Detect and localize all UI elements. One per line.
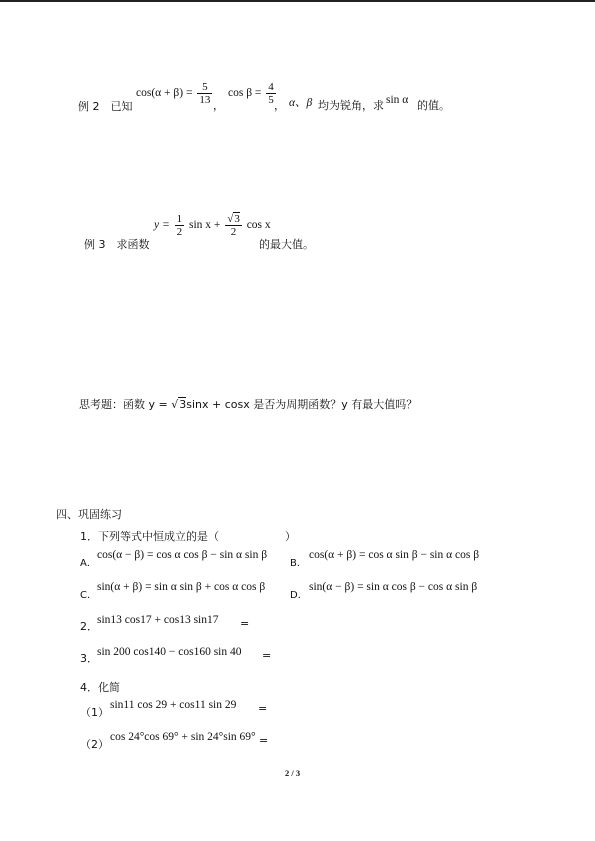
formula2-lhs: cos β = — [228, 87, 262, 100]
radicand: 3 — [234, 213, 240, 225]
formula1-fraction — [197, 81, 212, 106]
q1-option-a-label: A． — [80, 558, 97, 569]
section-title: 四、巩固练习 — [56, 508, 122, 521]
thinking-rest: sinx + cosx 是否为周期函数？y 有最大值吗？ — [186, 398, 418, 411]
q4-part1-formula: sin11 cos 29 + cos11 sin 29 — [110, 699, 237, 711]
q4-part2-label: （2） — [80, 738, 109, 751]
formula1-lhs: cos(α + β) = — [136, 87, 193, 100]
half-denominator: 2 — [176, 226, 183, 238]
radicand: 3 — [179, 398, 187, 411]
q1-option-c-formula: sin(α + β) = sin α sin β + cos α cos β — [97, 581, 266, 593]
q4-part1-label: （1） — [80, 706, 109, 719]
q4-part2-equals: = — [259, 734, 269, 747]
example2-suffix: 的值。 — [417, 99, 450, 112]
q2-formula: sin13 cos17 + cos13 sin17 — [97, 614, 219, 626]
q1-option-d-label: D． — [290, 590, 308, 601]
q1-option-d-formula: sin(α − β) = sin α cos β − cos α sin β — [309, 581, 478, 593]
q1-option-b-formula: cos(α + β) = cos α sin β − sin α cos β — [309, 549, 480, 561]
thinking-question — [79, 396, 417, 412]
root3-fraction — [225, 213, 242, 238]
formula2-denominator: 5 — [268, 94, 274, 106]
half-fraction — [175, 213, 185, 238]
q2-label: 2． — [80, 620, 98, 633]
q3-formula: sin 200 cos140 − cos160 sin 40 — [97, 646, 242, 658]
sqrt-sign: √3 — [227, 213, 240, 225]
sqrt-sign: √3 — [171, 398, 187, 411]
example2-formula1 — [136, 81, 214, 106]
comma-1: ， — [213, 99, 224, 112]
half-numerator: 1 — [176, 213, 183, 225]
example3-suffix: 的最大值。 — [259, 238, 314, 251]
q3-equals: = — [262, 649, 272, 662]
y-eq: y = — [154, 219, 170, 232]
example2-target: sin α — [386, 94, 409, 106]
example2-mid: 均为锐角，求 — [318, 99, 384, 112]
root3-denominator: 2 — [230, 226, 237, 238]
q4-label: 4．化简 — [80, 681, 120, 694]
thinking-prefix: 思考题：函数 y = — [79, 398, 172, 411]
sinx-term: sin x + — [189, 219, 221, 232]
example2-prefix: 例 2 已知 — [78, 100, 133, 113]
page-number: 2 / 3 — [285, 768, 301, 778]
example3-prefix: 例 3 求函数 — [84, 238, 150, 251]
comma-2: ， — [274, 99, 285, 112]
example2-formula2 — [228, 81, 278, 106]
top-border-line — [0, 0, 595, 2]
q1-option-a-formula: cos(α − β) = cos α cos β − sin α sin β — [97, 549, 268, 561]
q1-option-b-label: B． — [290, 558, 307, 569]
root3-numerator — [225, 213, 242, 226]
formula1-numerator: 5 — [197, 81, 212, 94]
formula2-numerator: 4 — [268, 81, 274, 93]
q1-option-c-label: C． — [80, 590, 97, 601]
q1-stem: 1．下列等式中恒成立的是（ ） — [80, 530, 296, 543]
q4-part1-equals: = — [258, 702, 268, 715]
q3-label: 3． — [80, 652, 98, 665]
q2-equals: = — [240, 617, 250, 630]
q4-part2-formula: cos 24°cos 69° + sin 24°sin 69° — [110, 731, 256, 743]
cosx-term: cos x — [246, 219, 271, 232]
alpha-beta: α、β — [289, 97, 313, 109]
example3-formula — [154, 213, 271, 238]
formula1-denominator: 13 — [199, 94, 211, 106]
